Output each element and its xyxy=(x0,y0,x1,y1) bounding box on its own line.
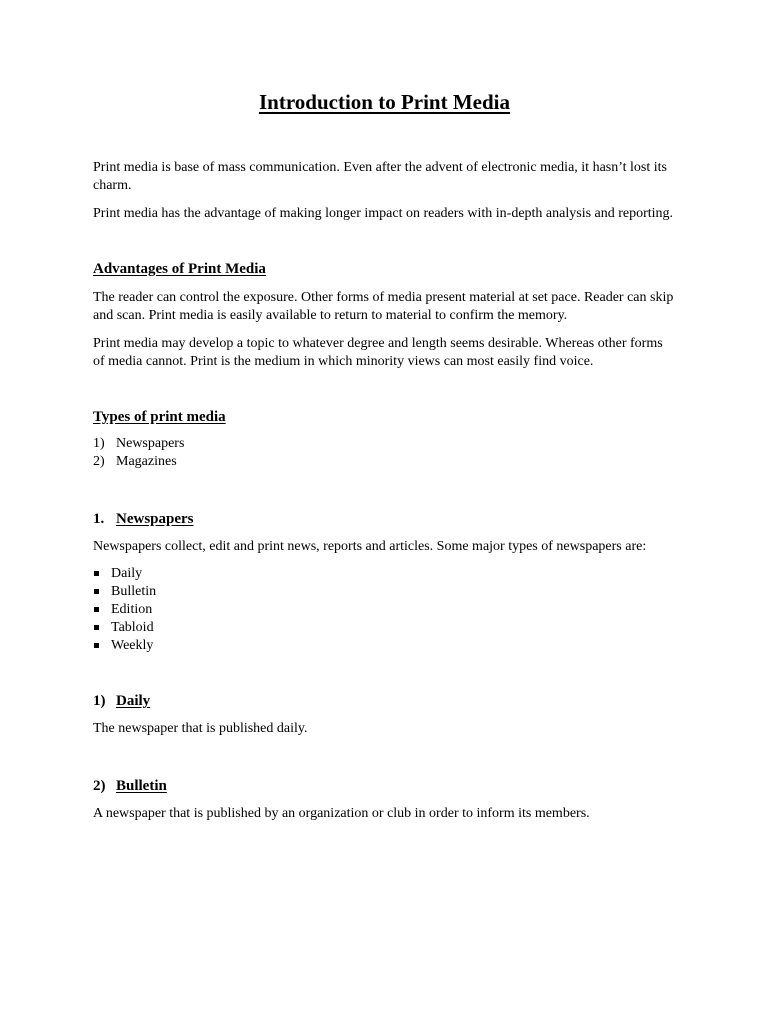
bulletin-paragraph: A newspaper that is published by an organization or club in order to inform its members. xyxy=(93,806,590,821)
list-item-label: Daily xyxy=(111,566,143,581)
advantages-paragraph-2: Print media may develop a topic to whatever degree and length seems desirable. Whereas other forms of media cannot. Print is the medium in which minority views can most easily find voice. xyxy=(93,336,663,369)
list-item xyxy=(93,453,676,471)
advantages-paragraph-1: The reader can control the exposure. Other forms of media present material at set pace. Reader can skip and scan. Print media is easily available to return to material to confirm the memory. xyxy=(93,290,674,323)
page-title: Introduction to Print Media xyxy=(258,90,511,114)
intro-paragraph-1: Print media is base of mass communication. Even after the advent of electronic media, it hasn’t lost its charm. xyxy=(93,160,667,193)
heading-number: 1) xyxy=(93,693,106,709)
bulletin-heading xyxy=(93,776,676,796)
list-item-number: 2) xyxy=(93,454,105,469)
list-item xyxy=(93,601,676,619)
daily-heading xyxy=(93,691,676,711)
list-item-number: 1) xyxy=(93,436,105,451)
list-item xyxy=(93,583,676,601)
types-list xyxy=(93,435,676,471)
square-bullet-icon xyxy=(94,571,99,576)
list-item-label: Edition xyxy=(111,602,153,617)
heading-number: 1. xyxy=(93,511,105,527)
list-item xyxy=(93,435,676,453)
advantages-heading-text: Advantages of Print Media xyxy=(93,261,266,277)
square-bullet-icon xyxy=(94,643,99,648)
bulletin-heading-text: Bulletin xyxy=(116,778,167,794)
list-item-label: Tabloid xyxy=(111,620,154,635)
advantages-heading xyxy=(93,259,676,279)
daily-heading-text: Daily xyxy=(116,693,151,709)
square-bullet-icon xyxy=(94,607,99,612)
types-heading xyxy=(93,407,676,427)
newspapers-paragraph: Newspapers collect, edit and print news, reports and articles. Some major types of newspapers are: xyxy=(93,539,647,554)
daily-paragraph: The newspaper that is published daily. xyxy=(93,721,308,736)
newspaper-types-list xyxy=(93,565,676,655)
list-item-label: Bulletin xyxy=(111,584,157,599)
types-heading-text: Types of print media xyxy=(93,409,226,425)
list-item-label: Weekly xyxy=(111,638,154,653)
list-item-label: Magazines xyxy=(116,454,177,469)
list-item xyxy=(93,565,676,583)
list-item-label: Newspapers xyxy=(116,436,185,451)
heading-number: 2) xyxy=(93,778,106,794)
list-item xyxy=(93,619,676,637)
list-item xyxy=(93,637,676,655)
intro-paragraph-2: Print media has the advantage of making longer impact on readers with in-depth analysis and reporting. xyxy=(93,206,674,221)
newspapers-heading xyxy=(93,509,676,529)
square-bullet-icon xyxy=(94,625,99,630)
newspapers-heading-text: Newspapers xyxy=(116,511,194,527)
square-bullet-icon xyxy=(94,589,99,594)
